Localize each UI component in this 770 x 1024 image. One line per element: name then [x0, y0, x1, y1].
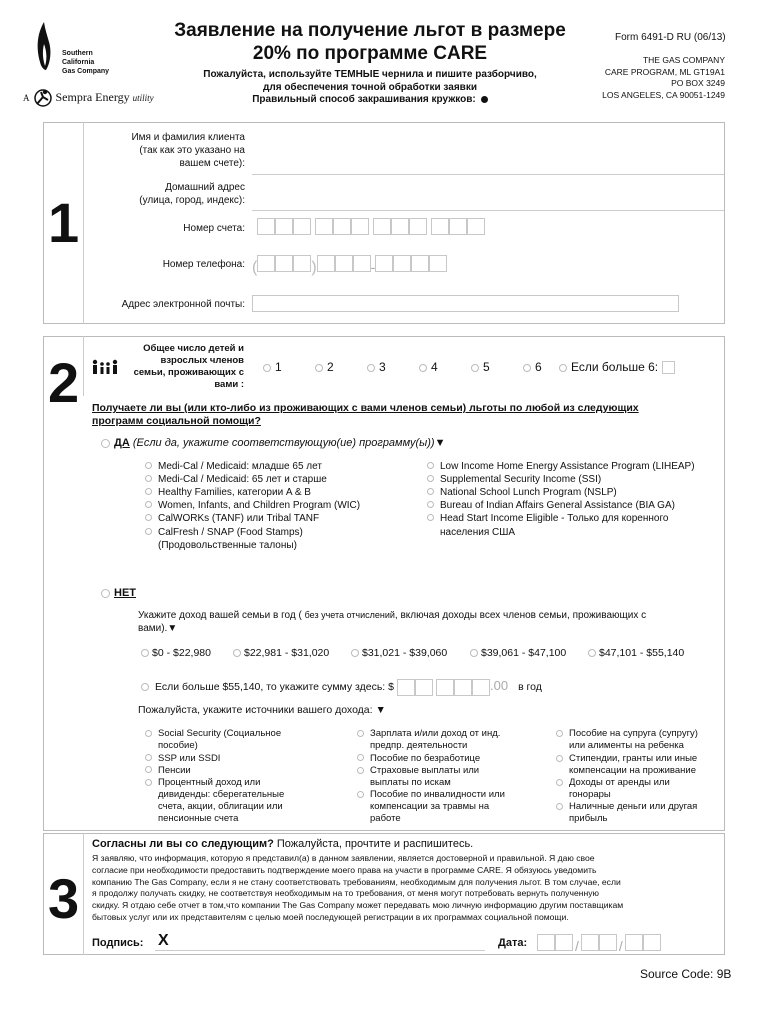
source-label: прибыль [569, 813, 608, 824]
radio-button[interactable] [588, 649, 596, 657]
source-label: Доходы от аренды или [569, 777, 670, 788]
section-number: 3 [48, 867, 80, 930]
signature-label: Подпись: [92, 937, 144, 949]
source-label: предпр. деятельности [370, 740, 468, 751]
signature-x: X [158, 932, 169, 949]
sempra-suffix: utility [132, 92, 154, 103]
income-range-label: $31,021 - $39,060 [362, 647, 448, 659]
household-option[interactable] [315, 360, 367, 374]
checkbox[interactable] [556, 730, 563, 737]
radio-button[interactable] [351, 649, 359, 657]
sempra-prefix: A [23, 92, 30, 103]
radio-button[interactable] [471, 364, 479, 372]
company-name-line: California [62, 59, 95, 66]
checkbox[interactable] [145, 462, 152, 469]
radio-button[interactable] [263, 364, 271, 372]
income-range-label: $39,061 - $47,100 [481, 647, 567, 659]
digit-box[interactable] [391, 218, 409, 235]
household-option[interactable] [367, 360, 419, 374]
program-item[interactable] [427, 474, 695, 487]
source-label: или алименты на ребенка [569, 740, 684, 751]
no-label: НЕТ [114, 587, 136, 599]
program-label: Bureau of Indian Affairs General Assistance (BIA GA) [440, 500, 675, 511]
income-source-item[interactable] [145, 728, 345, 752]
radio-button[interactable] [419, 364, 427, 372]
digit-box[interactable] [555, 934, 573, 951]
customer-name-field[interactable] [252, 174, 724, 175]
checkbox[interactable] [145, 514, 152, 521]
program-label: Supplemental Security Income (SSI) [440, 474, 602, 485]
program-item[interactable] [145, 487, 360, 500]
checkbox[interactable] [556, 803, 563, 810]
digit-box[interactable] [375, 255, 393, 272]
income-range-label: $0 - $22,980 [152, 647, 211, 659]
form-number: Form 6491-D RU (06/13) [615, 32, 726, 43]
checkbox[interactable] [145, 779, 152, 786]
income-range-label: $22,981 - $31,020 [244, 647, 330, 659]
checkbox[interactable] [145, 488, 152, 495]
radio-button[interactable] [315, 364, 323, 372]
subtitle-line: Пожалуйста, используйте ТЕМНЫЕ чернила и пишите разборчиво, [203, 69, 537, 80]
home-address-field[interactable] [252, 210, 724, 211]
mailing-address [595, 55, 725, 101]
program-item[interactable] [145, 513, 360, 527]
income-cents: .00 [489, 678, 509, 693]
income-source-item[interactable] [145, 777, 345, 825]
income-intro-note: без учета отчислений [304, 610, 395, 620]
programs-left-list [145, 461, 360, 553]
program-label: CalFresh / SNAP (Food Stamps) [158, 527, 303, 538]
household-option[interactable] [263, 360, 315, 374]
agreement-heading [92, 838, 473, 850]
income-amount-field[interactable] [397, 681, 490, 693]
agreement-line: я продолжу получать скидку, не соответствуя необходимым на то требования, от меня могут потребовать вернуть полученную [92, 888, 599, 899]
sempra-figure-icon [33, 88, 53, 108]
income-intro [138, 609, 708, 635]
source-label: Пособие на супруга (супругу) [569, 728, 698, 739]
address-line: THE GAS COMPANY [642, 55, 725, 65]
radio-button[interactable] [523, 364, 531, 372]
income-range-option[interactable] [233, 647, 351, 659]
digit-box[interactable] [467, 218, 485, 235]
digit-box[interactable] [293, 218, 311, 235]
household-option[interactable] [419, 360, 471, 374]
section-divider [83, 833, 84, 955]
address-line: PO BOX 3249 [671, 78, 725, 88]
section-number: 2 [48, 351, 80, 414]
household-size-label [122, 343, 244, 391]
digit-box[interactable] [333, 218, 351, 235]
digit-box[interactable] [257, 255, 275, 272]
radio-button[interactable] [470, 649, 478, 657]
source-label: Страховые выплаты или [370, 765, 480, 776]
income-range-option[interactable] [141, 647, 233, 659]
family-icon [91, 359, 119, 375]
bubble-instruction-text: Правильный способ закрашивания кружков: [252, 94, 476, 105]
paren-close: ) [311, 259, 317, 276]
program-item[interactable] [145, 461, 360, 474]
household-option-more[interactable] [559, 360, 675, 374]
checkbox[interactable] [357, 730, 364, 737]
label-line: вами : [214, 379, 244, 390]
household-more-box[interactable] [662, 361, 675, 374]
agreement-line: бытовых услуг или их представителям с целью моей последующей регистрации в их программах социальной помощи. [92, 911, 569, 922]
checkbox[interactable] [145, 766, 152, 773]
program-label: CalWORKs (TANF) или Tribal TANF [158, 513, 320, 524]
label-line: Общее число детей и [143, 343, 244, 354]
agreement-line: Я заявляю, что информация, которую я представил(а) в данном заявлении, является достоверной и правильной. Я даю свое [92, 853, 595, 863]
address-line: LOS ANGELES, CA 90051-1249 [602, 89, 725, 100]
form-subtitle [150, 68, 590, 94]
agreement-heading-rest: Пожалуйста, прочтите и распишитесь. [273, 838, 474, 850]
source-label: Social Security (Социальное [158, 728, 282, 739]
checkbox[interactable] [145, 475, 152, 482]
signature-field[interactable] [155, 950, 485, 951]
source-label: выплаты по искам [370, 777, 451, 788]
checkbox[interactable] [427, 501, 434, 508]
program-item[interactable] [145, 474, 360, 487]
program-label: Medi-Cal / Medicaid: младше 65 лет [158, 461, 322, 472]
down-arrow-icon: ▼ [434, 437, 446, 449]
digit-box[interactable] [449, 218, 467, 235]
section-number: 1 [48, 191, 80, 254]
income-source-item[interactable] [556, 753, 721, 777]
income-intro-text: Укажите доход вашей семьи в год ( [138, 610, 305, 621]
digit-box[interactable] [429, 255, 447, 272]
digit-box[interactable] [397, 679, 415, 696]
digit-box[interactable] [537, 934, 555, 951]
company-name-line: Southern [62, 50, 93, 57]
source-label: пособие) [158, 740, 198, 751]
source-label: SSP или SSDI [158, 753, 221, 764]
account-number-label: Номер счета: [183, 223, 245, 234]
checkbox[interactable] [145, 754, 152, 761]
income-year-label: в год [518, 681, 542, 693]
program-item[interactable] [145, 500, 360, 513]
checkbox[interactable] [357, 767, 364, 774]
option-label: 2 [327, 360, 334, 374]
source-label: счета, акции, облигации или [158, 801, 283, 812]
source-label: Стипендии, гранты или иные [569, 753, 698, 764]
title-line: Заявление на получение льгот в размере [174, 20, 566, 41]
agreement-line: согласие при необходимости предоставить подтверждение моего права на участи в программе CARE. Я обязуюсь уведомить [92, 864, 597, 875]
program-label: Women, Infants, and Children Program (WIC) [158, 500, 361, 511]
label-line: (улица, город, индекс): [139, 195, 245, 206]
source-code: Source Code: 9B [640, 967, 732, 981]
income-source-item[interactable] [145, 753, 345, 765]
option-label: 3 [379, 360, 386, 374]
source-label: гонорары [569, 789, 611, 800]
income-sources-col1 [145, 728, 345, 825]
date-field[interactable] [537, 934, 661, 956]
phone-dash: - [370, 259, 376, 275]
yes-option[interactable] [101, 437, 445, 449]
program-item[interactable] [427, 500, 695, 513]
radio-button[interactable] [367, 364, 375, 372]
income-more-label: Если больше $55,140, то укажите сумму здесь: $ [155, 681, 394, 693]
digit-box[interactable] [599, 934, 617, 951]
household-option[interactable] [523, 360, 559, 374]
no-option[interactable] [101, 587, 136, 599]
radio-button[interactable] [141, 649, 149, 657]
income-range-option[interactable] [470, 647, 588, 659]
income-more-option[interactable] [141, 678, 542, 696]
phone-number-label: Номер телефона: [162, 259, 245, 270]
sempra-name: Sempra Energy [55, 89, 130, 104]
label-line: взрослых членов [160, 355, 244, 366]
source-label: Наличные деньги или другая [569, 801, 698, 812]
bubble-instruction [150, 94, 590, 105]
date-slash: / [618, 938, 623, 954]
digit-box[interactable] [415, 679, 433, 696]
account-number-field[interactable] [257, 218, 485, 240]
sempra-logo [23, 88, 154, 108]
income-sources-col3 [556, 728, 721, 825]
date-label: Дата: [498, 937, 528, 949]
checkbox[interactable] [145, 528, 152, 535]
program-label: National School Lunch Program (NSLP) [440, 487, 617, 498]
subtitle-line: для обеспечения точной обработки заявки [263, 82, 477, 93]
income-sources-col2 [357, 728, 547, 825]
assistance-question [92, 402, 712, 428]
down-arrow-icon: ▼ [375, 704, 386, 716]
checkbox[interactable] [556, 755, 563, 762]
phone-number-field[interactable] [252, 255, 447, 277]
digit-box[interactable] [454, 679, 472, 696]
checkbox[interactable] [145, 730, 152, 737]
option-label: Если больше 6: [571, 360, 659, 374]
down-arrow-icon: ▼ [167, 623, 178, 634]
label-line: Имя и фамилия клиента [131, 132, 245, 143]
source-label: Пенсии [158, 765, 191, 776]
checkbox[interactable] [427, 514, 434, 521]
digit-box[interactable] [472, 679, 490, 696]
email-field[interactable] [252, 295, 679, 312]
program-label-continued: населения США [440, 527, 516, 538]
title-line: 20% по программе CARE [252, 43, 488, 64]
label-line: вашем счете): [179, 158, 245, 169]
label-line: семьи, проживающих с [133, 367, 244, 378]
household-size-options [263, 360, 675, 374]
source-label: работе [370, 813, 401, 824]
income-source-item[interactable] [556, 801, 721, 825]
income-source-item[interactable] [556, 728, 721, 752]
source-label: Пособие по инвалидности или [370, 789, 505, 800]
agreement-line: скидку. Я отдаю себе отчет в том,что компании The Gas Company может передавать мою личную информацию другим поставщикам [92, 900, 624, 911]
digit-box[interactable] [581, 934, 599, 951]
form-title [150, 19, 590, 65]
digit-box[interactable] [275, 218, 293, 235]
customer-name-label [90, 131, 245, 170]
flame-logo-icon [34, 20, 56, 72]
paren-open: ( [252, 259, 258, 276]
source-label: дивиденды: сберегательные [158, 789, 285, 800]
checkbox[interactable] [427, 475, 434, 482]
agreement-text [92, 853, 722, 924]
checkbox[interactable] [427, 462, 434, 469]
program-item[interactable] [427, 487, 695, 500]
program-label: Medi-Cal / Medicaid: 65 лет и старше [158, 474, 327, 485]
radio-button[interactable] [101, 589, 110, 598]
digit-box[interactable] [409, 218, 427, 235]
checkbox[interactable] [357, 791, 364, 798]
digit-box[interactable] [625, 934, 643, 951]
program-item[interactable] [145, 527, 360, 540]
radio-button[interactable] [101, 439, 110, 448]
home-address-label [90, 181, 245, 207]
program-item[interactable] [427, 461, 695, 474]
address-line: CARE PROGRAM, ML GT19A1 [604, 66, 725, 77]
label-line: Домашний адрес [165, 182, 245, 193]
section-divider [83, 336, 84, 396]
income-range-options [141, 647, 684, 659]
digit-box[interactable] [275, 255, 293, 272]
yes-label: ДА [114, 437, 130, 449]
checkbox[interactable] [556, 779, 563, 786]
digit-box[interactable] [257, 218, 275, 235]
program-label-continued: (Продовольственные талоны) [158, 540, 297, 551]
digit-box[interactable] [335, 255, 353, 272]
digit-box[interactable] [315, 218, 333, 235]
checkbox[interactable] [357, 754, 364, 761]
company-name-line: Gas Company [62, 68, 110, 75]
income-intro-text: вами). [138, 623, 168, 634]
source-label: Зарплата и/или доход от инд. [370, 728, 501, 739]
option-label: 6 [535, 360, 542, 374]
income-source-item[interactable] [357, 789, 547, 825]
digit-box[interactable] [431, 218, 449, 235]
income-source-item[interactable] [357, 728, 547, 752]
agreement-line: компанию The Gas Company, если я не стану соответствовать требованиям, необходимым для получения льгот. В том случае, если [92, 876, 621, 887]
source-label: Пособие по безработице [370, 753, 481, 764]
digit-box[interactable] [411, 255, 429, 272]
section-divider [83, 122, 84, 324]
date-slash: / [575, 938, 579, 954]
program-label: Low Income Home Energy Assistance Program (LIHEAP) [440, 461, 695, 472]
digit-box[interactable] [351, 218, 369, 235]
sources-label-text: Пожалуйста, укажите источники вашего дохода: [138, 704, 373, 716]
income-source-item[interactable] [357, 753, 547, 765]
question-line: Получаете ли вы (или кто-либо из проживающих с вами членов семьи) льготы по любой из следующих [92, 402, 639, 414]
income-range-option[interactable] [351, 647, 470, 659]
programs-right-list [427, 461, 695, 540]
agreement-heading-bold: Согласны ли вы со следующим? [92, 838, 274, 850]
option-label: 1 [275, 360, 282, 374]
income-sources-label [138, 704, 386, 716]
option-label: 4 [431, 360, 438, 374]
program-label: Healthy Families, категории A & B [158, 487, 311, 498]
source-label: компенсации за травмы на [370, 801, 490, 812]
yes-hint: (Если да, укажите соответствующую(ие) программу(ы)) [132, 437, 435, 449]
program-item[interactable] [427, 513, 695, 527]
digit-box[interactable] [373, 218, 391, 235]
radio-button[interactable] [559, 364, 567, 372]
checkbox[interactable] [427, 488, 434, 495]
email-label: Адрес электронной почты: [121, 299, 245, 310]
source-label: Процентный доход или [158, 777, 261, 788]
digit-box[interactable] [436, 679, 454, 696]
income-range-label: $47,101 - $55,140 [599, 647, 685, 659]
filled-bubble-icon [481, 96, 488, 103]
radio-button[interactable] [141, 683, 149, 691]
source-label: пенсионные счета [158, 813, 239, 824]
household-option[interactable] [471, 360, 523, 374]
income-range-option[interactable] [588, 647, 684, 659]
label-line: (так как это указано на [139, 145, 245, 156]
checkbox[interactable] [145, 501, 152, 508]
radio-button[interactable] [233, 649, 241, 657]
digit-box[interactable] [643, 934, 661, 951]
income-source-item[interactable] [145, 765, 345, 777]
digit-box[interactable] [317, 255, 335, 272]
digit-box[interactable] [353, 255, 371, 272]
digit-box[interactable] [293, 255, 311, 272]
option-label: 5 [483, 360, 490, 374]
income-intro-text: , включая доходы всех членов семьи, проживающих с [394, 610, 647, 621]
income-source-item[interactable] [556, 777, 721, 801]
company-logo-text [62, 49, 109, 76]
question-line: программ социальной помощи? [92, 415, 261, 427]
digit-box[interactable] [393, 255, 411, 272]
source-label: компенсации на проживание [569, 765, 696, 776]
income-source-item[interactable] [357, 765, 547, 789]
program-label: Head Start Income Eligible - Только для коренного [440, 513, 669, 524]
